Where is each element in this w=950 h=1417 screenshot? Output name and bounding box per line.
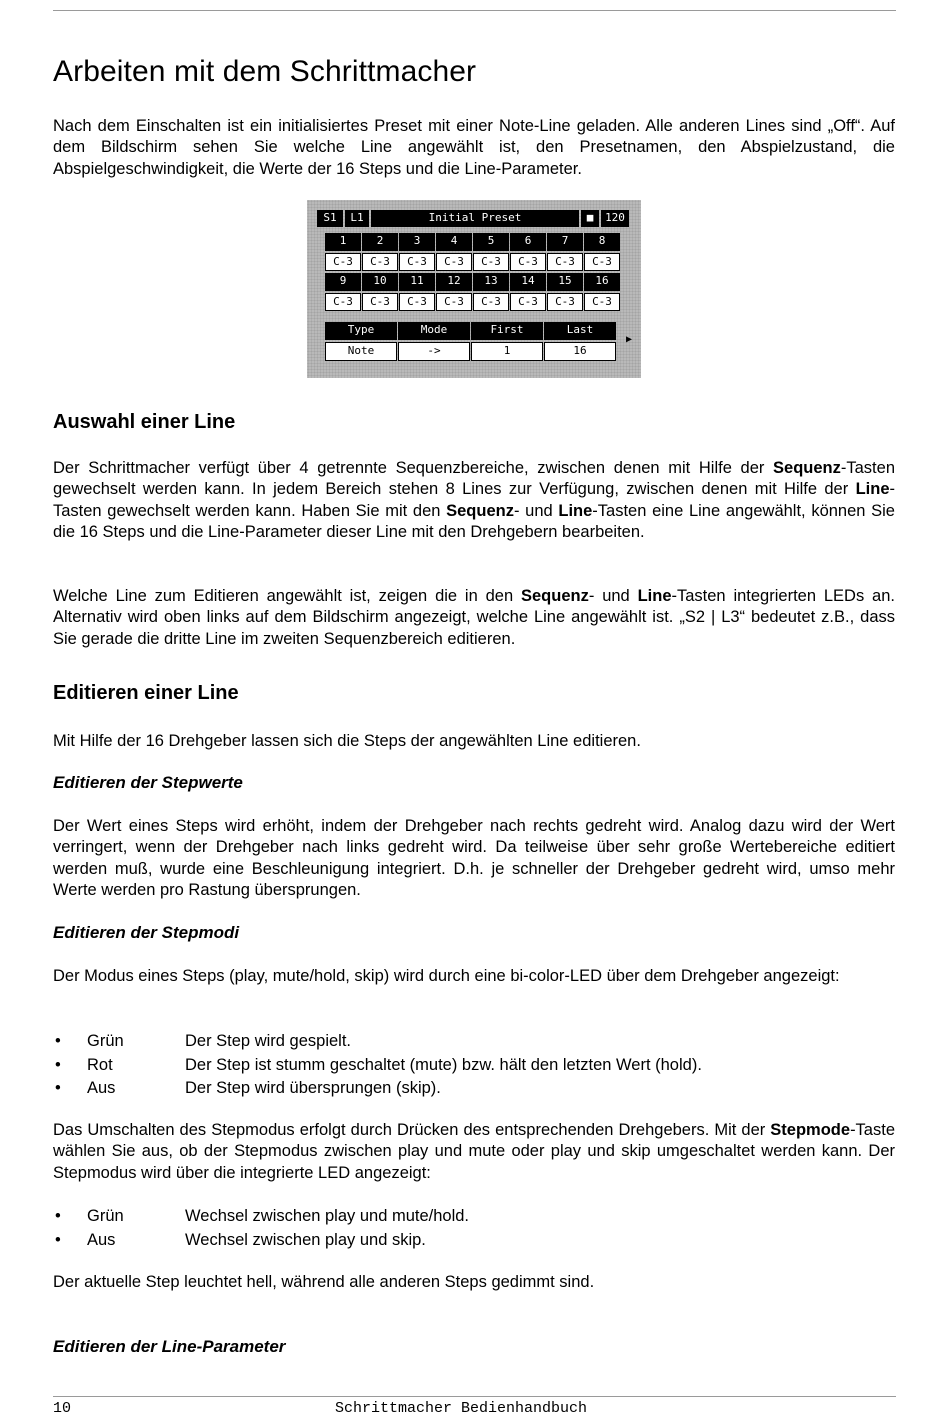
list-item <box>53 1078 895 1102</box>
list-item <box>53 1055 895 1079</box>
step-values-paragraph: Der Wert eines Steps wird erhöht, indem der Drehgeber nach rechts gedreht wird. Analog dazu wird der Wert verringert, wenn der Drehgeber nach links gedreht wird. Da teilweise über sehr große Wertebereiche editiert werden muß, wurde eine Beschleunigung integriert. D.h. je schneller der Drehgeber gedreht wird, umso mehr Werte werden pro Rastung übersprungen. <box>53 817 895 899</box>
lcd-param-header: Last <box>544 322 616 340</box>
lcd-play-state-icon: ■ <box>581 210 599 227</box>
list-item-term: Aus <box>87 1079 116 1097</box>
lcd-step-value: C-3 <box>547 253 583 271</box>
list-item-description: Der Step wird gespielt. <box>185 1032 351 1050</box>
lcd-tempo: 120 <box>601 210 629 227</box>
lcd-param-header: Type <box>325 322 397 340</box>
lcd-step-value: C-3 <box>473 293 509 311</box>
header-rule <box>53 10 896 11</box>
lcd-step-number: 13 <box>473 273 509 291</box>
lcd-step-value: C-3 <box>436 293 472 311</box>
lcd-step-number: 7 <box>547 233 583 251</box>
bullet-icon: • <box>55 1055 61 1074</box>
lcd-step-value: C-3 <box>510 253 546 271</box>
step-modes-paragraph: Der Modus eines Steps (play, mute/hold, skip) wird durch eine bi-color-LED über dem Drehgeber angezeigt: <box>53 967 840 985</box>
section-heading-line-editing: Editieren einer Line <box>53 682 239 704</box>
list-item <box>53 1230 895 1254</box>
list-item-term: Aus <box>87 1230 116 1249</box>
bullet-icon: • <box>55 1207 61 1225</box>
page-number: 10 <box>53 1400 72 1417</box>
lcd-step-number: 1 <box>325 233 361 251</box>
subheading-step-modes: Editieren der Stepmodi <box>53 923 240 942</box>
list-item <box>53 1031 895 1055</box>
lcd-param-value: 1 <box>471 342 543 361</box>
lcd-step-value: C-3 <box>584 293 620 311</box>
list-item-term: Rot <box>87 1055 113 1074</box>
lcd-step-value: C-3 <box>473 253 509 271</box>
lcd-param-value: -> <box>398 342 470 361</box>
lcd-step-number: 15 <box>547 273 583 291</box>
lcd-param-value: Note <box>325 342 397 361</box>
lcd-step-number: 16 <box>584 273 620 291</box>
lcd-param-header: First <box>471 322 543 340</box>
lcd-step-value: C-3 <box>399 293 435 311</box>
lcd-preset-name: Initial Preset <box>371 210 579 227</box>
lcd-step-value: C-3 <box>362 253 398 271</box>
lcd-param-header: Mode <box>398 322 470 340</box>
intro-paragraph: Nach dem Einschalten ist ein initialisiertes Preset mit einer Note-Line geladen. Alle anderen Lines sind „Off“. Auf dem Bildschirm sehen Sie welche Line angewählt ist, den Presetnamen, den Abspielzustand, die Abspielgeschwindigkeit, die Werte der 16 Steps und die Line-Parameter. <box>53 117 895 178</box>
lcd-step-value: C-3 <box>547 293 583 311</box>
list-item-term: Grün <box>87 1207 124 1225</box>
lcd-step-value: C-3 <box>399 253 435 271</box>
lcd-step-value: C-3 <box>584 253 620 271</box>
lcd-step-value: C-3 <box>325 293 361 311</box>
lcd-step-number: 9 <box>325 273 361 291</box>
list-item-description: Der Step wird übersprungen (skip). <box>185 1079 441 1097</box>
line-selection-paragraph-1: Der Schrittmacher verfügt über 4 getrennte Sequenzbereiche, zwischen denen mit Hilfe der Sequenz-Tasten gewechselt werden kann. In jedem Bereich stehen 8 Lines zur Verfügung, zwischen denen mit Hilfe der Line-Tasten gewechselt werden kann. Haben Sie mit den Sequenz- und Line-Tasten eine Line angewählt, können Sie die 16 Steps und die Line-Parameter dieser Line mit den Drehgebern bearbeiten. <box>53 459 895 541</box>
lcd-line-indicator: L1 <box>345 210 369 227</box>
lcd-step-number: 12 <box>436 273 472 291</box>
lcd-sequence-indicator: S1 <box>317 210 343 227</box>
lcd-step-number: 11 <box>399 273 435 291</box>
list-item-description: Der Step ist stumm geschaltet (mute) bzw. hält den letzten Wert (hold). <box>185 1055 702 1074</box>
list-item-term: Grün <box>87 1032 124 1050</box>
lcd-step-value: C-3 <box>362 293 398 311</box>
list-item-description: Wechsel zwischen play und skip. <box>185 1230 426 1249</box>
stepmode-key-list <box>53 1206 895 1253</box>
list-item <box>53 1206 895 1230</box>
led-mode-list <box>53 1031 895 1102</box>
list-item-description: Wechsel zwischen play und mute/hold. <box>185 1207 470 1225</box>
footer-book-title: Schrittmacher Bedienhandbuch <box>335 1400 588 1417</box>
section-heading-line-selection: Auswahl einer Line <box>53 411 236 433</box>
lcd-step-number: 4 <box>436 233 472 251</box>
stepmode-switch-paragraph: Das Umschalten des Stepmodus erfolgt durch Drücken des entsprechenden Drehgebers. Mit der Stepmode-Taste wählen Sie aus, ob der Stepmodus zwischen play und mute oder play und skip umgeschaltet werden kann. Der Stepmodus wird über die integrierte LED angezeigt: <box>53 1121 895 1182</box>
subheading-step-values: Editieren der Stepwerte <box>53 773 243 792</box>
bullet-icon: • <box>55 1230 61 1249</box>
lcd-step-value: C-3 <box>510 293 546 311</box>
lcd-step-number: 8 <box>584 233 620 251</box>
lcd-step-number: 10 <box>362 273 398 291</box>
current-step-paragraph: Der aktuelle Step leuchtet hell, während alle anderen Steps gedimmt sind. <box>53 1273 595 1291</box>
lcd-param-value: 16 <box>544 342 616 361</box>
line-selection-paragraph-2: Welche Line zum Editieren angewählt ist, zeigen die in den Sequenz- und Line-Tasten integrierten LEDs an. Alternativ wird oben links auf dem Bildschirm angezeigt, welche Line angewählt ist. „S2 | L3“ bedeutet z.B., dass Sie gerade die dritte Line im zweiten Sequenzbereich editieren. <box>53 587 895 648</box>
lcd-step-number: 14 <box>510 273 546 291</box>
bullet-icon: • <box>55 1032 61 1050</box>
page-title: Arbeiten mit dem Schrittmacher <box>53 55 477 88</box>
lcd-step-number: 6 <box>510 233 546 251</box>
line-editing-paragraph: Mit Hilfe der 16 Drehgeber lassen sich die Steps der angewählten Line editieren. <box>53 732 641 750</box>
lcd-step-number: 3 <box>399 233 435 251</box>
lcd-more-arrow-icon: ▶ <box>625 334 633 345</box>
bullet-icon: • <box>55 1079 61 1097</box>
lcd-step-number: 5 <box>473 233 509 251</box>
lcd-step-value: C-3 <box>436 253 472 271</box>
lcd-step-number: 2 <box>362 233 398 251</box>
lcd-screenshot <box>307 200 641 378</box>
footer-rule <box>53 1396 896 1397</box>
lcd-step-value: C-3 <box>325 253 361 271</box>
subheading-line-parameters: Editieren der Line-Parameter <box>53 1337 286 1356</box>
